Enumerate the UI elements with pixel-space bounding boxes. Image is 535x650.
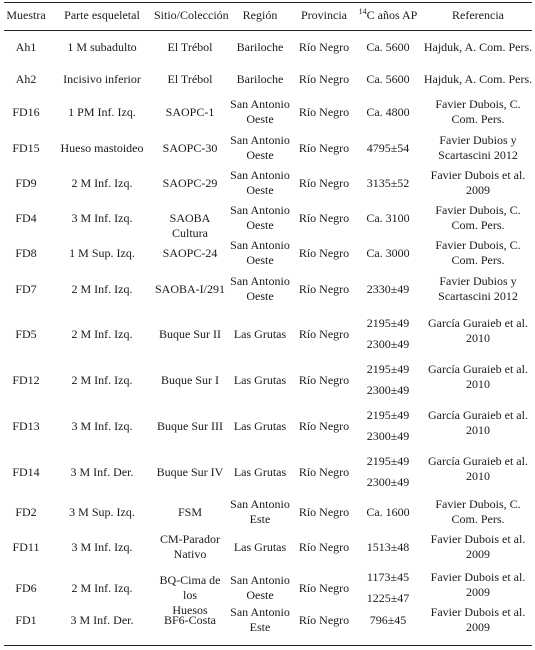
cell-provincia: Río Negro — [298, 373, 350, 387]
cell-parte: 2 M Inf. Izq. — [71, 327, 133, 341]
cell-provincia: Río Negro — [298, 40, 350, 54]
cell-referencia: Hajduk, A. Com. Pers. — [423, 72, 533, 86]
cell-sitio: SAOBA-I/291 — [154, 282, 225, 296]
cell-c14: 796±45 — [369, 613, 407, 627]
cell-region: San Antonio Este — [230, 497, 290, 526]
cell-c14: Ca. 1600 — [366, 505, 410, 519]
cell-sitio: BF6-Costa — [163, 613, 216, 627]
cell-parte: 2 M Inf. Izq. — [71, 581, 133, 595]
cell-sitio: SAOPC-24 — [162, 246, 218, 260]
cell-parte: 2 M Inf. Izq. — [71, 176, 133, 190]
cell-parte: 2 M Inf. Izq. — [71, 282, 133, 296]
cell-muestra: FD1 — [15, 613, 37, 627]
cell-referencia: Favier Dubois et al. 2009 — [430, 532, 526, 561]
cell-region: Las Grutas — [233, 373, 287, 387]
cell-parte: 1 PM Inf. Izq. — [68, 105, 136, 119]
cell-c14-value: 1173±45 — [366, 570, 410, 584]
cell-provincia: Río Negro — [298, 105, 350, 119]
cell-c14: 4795±54 — [366, 141, 410, 155]
cell-sitio: BQ-Cima de los Huesos — [159, 573, 221, 617]
cell-parte: 3 M Inf. Izq. — [71, 419, 133, 433]
header-referencia: Referencia — [452, 8, 504, 22]
cell-parte: Hueso mastoideo — [60, 141, 144, 155]
cell-c14-value: 2195±49 — [366, 316, 410, 330]
cell-muestra: FD7 — [15, 282, 37, 296]
cell-provincia: Río Negro — [298, 141, 350, 155]
header-provincia: Provincia — [301, 8, 347, 22]
cell-region: Las Grutas — [233, 540, 287, 554]
cell-c14-value: 2195±49 — [366, 454, 410, 468]
c14-superscript: 14 — [358, 7, 367, 16]
cell-region: San Antonio Oeste — [230, 238, 290, 267]
cell-referencia: Favier Dubois, C. Com. Pers. — [435, 497, 521, 526]
cell-sitio: SAOPC-29 — [162, 176, 218, 190]
cell-c14-value: 2195±49 — [366, 408, 410, 422]
cell-muestra: FD6 — [15, 581, 37, 595]
cell-sitio: Buque Sur IV — [156, 465, 224, 479]
cell-c14: 1513±48 — [366, 540, 410, 554]
cell-muestra: FD9 — [15, 176, 37, 190]
cell-c14-value: 1225±47 — [366, 591, 410, 605]
cell-region: Bariloche — [236, 72, 284, 86]
cell-muestra: Ah2 — [15, 72, 37, 86]
cell-c14: Ca. 3100 — [366, 211, 410, 225]
cell-sitio: Buque Sur III — [157, 419, 223, 433]
cell-muestra: FD16 — [12, 105, 40, 119]
cell-region: Las Grutas — [233, 419, 287, 433]
cell-muestra: FD2 — [15, 505, 37, 519]
cell-c14-value: 2300±49 — [366, 383, 410, 397]
cell-provincia: Río Negro — [298, 465, 350, 479]
cell-provincia: Río Negro — [298, 540, 350, 554]
c14-header-text: C años AP — [366, 8, 418, 22]
cell-region: San Antonio Oeste — [230, 97, 290, 126]
cell-sitio: SAOBA Cultura — [169, 211, 211, 240]
cell-parte: Incisivo inferior — [63, 72, 141, 86]
cell-referencia: García Guraieb et al. 2010 — [428, 454, 528, 483]
cell-parte: 1 M subadulto — [67, 40, 137, 54]
cell-c14: 3135±52 — [366, 176, 410, 190]
cell-provincia: Río Negro — [298, 505, 350, 519]
header-muestra: Muestra — [6, 8, 46, 22]
cell-region: San Antonio Oeste — [230, 168, 290, 197]
cell-muestra: FD8 — [15, 246, 37, 260]
cell-c14-value: 2195±49 — [366, 362, 410, 376]
cell-provincia: Río Negro — [298, 419, 350, 433]
cell-region: Las Grutas — [233, 327, 287, 341]
cell-sitio: SAOPC-30 — [162, 141, 218, 155]
cell-sitio: Buque Sur II — [159, 327, 221, 341]
cell-provincia: Río Negro — [298, 613, 350, 627]
cell-parte: 2 M Inf. Izq. — [71, 373, 133, 387]
cell-provincia: Río Negro — [298, 327, 350, 341]
cell-region: San Antonio Oeste — [230, 274, 290, 303]
cell-muestra: FD14 — [12, 465, 40, 479]
cell-referencia: Favier Dubios y Scartascini 2012 — [438, 274, 518, 303]
top-rule — [4, 2, 532, 3]
cell-sitio: CM-Parador Nativo — [160, 532, 220, 561]
cell-provincia: Río Negro — [298, 72, 350, 86]
cell-referencia: Favier Dubois, C. Com. Pers. — [435, 97, 521, 126]
cell-muestra: FD5 — [15, 327, 37, 341]
cell-c14: 2330±49 — [366, 282, 410, 296]
cell-region: Bariloche — [236, 40, 284, 54]
cell-muestra: Ah1 — [15, 40, 37, 54]
cell-provincia: Río Negro — [298, 176, 350, 190]
cell-parte: 3 M Inf. Izq. — [71, 540, 133, 554]
cell-region: San Antonio Oeste — [230, 203, 290, 232]
cell-region: San Antonio Oeste — [230, 133, 290, 162]
cell-parte: 3 M Sup. Izq. — [69, 505, 135, 519]
header-parte: Parte esqueletal — [64, 8, 140, 22]
cell-parte: 3 M Inf. Der. — [70, 465, 134, 479]
cell-region: San Antonio Este — [230, 605, 290, 634]
cell-referencia: Favier Dubois et al. 2009 — [430, 570, 526, 599]
cell-c14: Ca. 4800 — [366, 105, 410, 119]
cell-referencia: García Guraieb et al. 2010 — [428, 408, 528, 437]
cell-provincia: Río Negro — [298, 581, 350, 595]
cell-provincia: Río Negro — [298, 282, 350, 296]
cell-sitio: FSM — [177, 505, 203, 519]
cell-c14-value: 2300±49 — [366, 337, 410, 351]
cell-c14-value: 2300±49 — [366, 475, 410, 489]
cell-parte: 1 M Sup. Izq. — [69, 246, 135, 260]
header-sitio: Sitio/Colección — [154, 8, 229, 22]
cell-referencia: García Guraieb et al. 2010 — [428, 362, 528, 391]
cell-referencia: Favier Dubois et al. 2009 — [430, 168, 526, 197]
header-rule — [4, 30, 532, 31]
cell-muestra: FD15 — [12, 141, 40, 155]
cell-c14: Ca. 5600 — [366, 72, 410, 86]
cell-parte: 3 M Inf. Izq. — [71, 211, 133, 225]
cell-muestra: FD12 — [12, 373, 40, 387]
cell-muestra: FD13 — [12, 419, 40, 433]
cell-muestra: FD11 — [12, 540, 40, 554]
cell-region: Las Grutas — [233, 465, 287, 479]
cell-region: San Antonio Oeste — [230, 573, 290, 602]
cell-sitio: SAOPC-1 — [165, 105, 215, 119]
cell-referencia: Favier Dubois, C. Com. Pers. — [435, 238, 521, 267]
cell-muestra: FD4 — [15, 211, 37, 225]
cell-referencia: Hajduk, A. Com. Pers. — [423, 40, 533, 54]
header-region: Región — [242, 8, 278, 22]
cell-referencia: Favier Dubois et al. 2009 — [430, 605, 526, 634]
cell-sitio: Buque Sur I — [161, 373, 219, 387]
cell-c14: Ca. 5600 — [366, 40, 410, 54]
cell-sitio: El Trébol — [167, 40, 213, 54]
cell-provincia: Río Negro — [298, 246, 350, 260]
bottom-rule — [4, 645, 532, 646]
cell-c14: Ca. 3000 — [366, 246, 410, 260]
cell-referencia: García Guraieb et al. 2010 — [428, 316, 528, 345]
cell-referencia: Favier Dubios y Scartascini 2012 — [438, 133, 518, 162]
cell-referencia: Favier Dubois, C. Com. Pers. — [435, 203, 521, 232]
cell-sitio: El Trébol — [167, 72, 213, 86]
header-c14 — [354, 8, 422, 23]
cell-provincia: Río Negro — [298, 211, 350, 225]
cell-parte: 3 M Inf. Der. — [70, 613, 134, 627]
cell-c14-value: 2300±49 — [366, 429, 410, 443]
